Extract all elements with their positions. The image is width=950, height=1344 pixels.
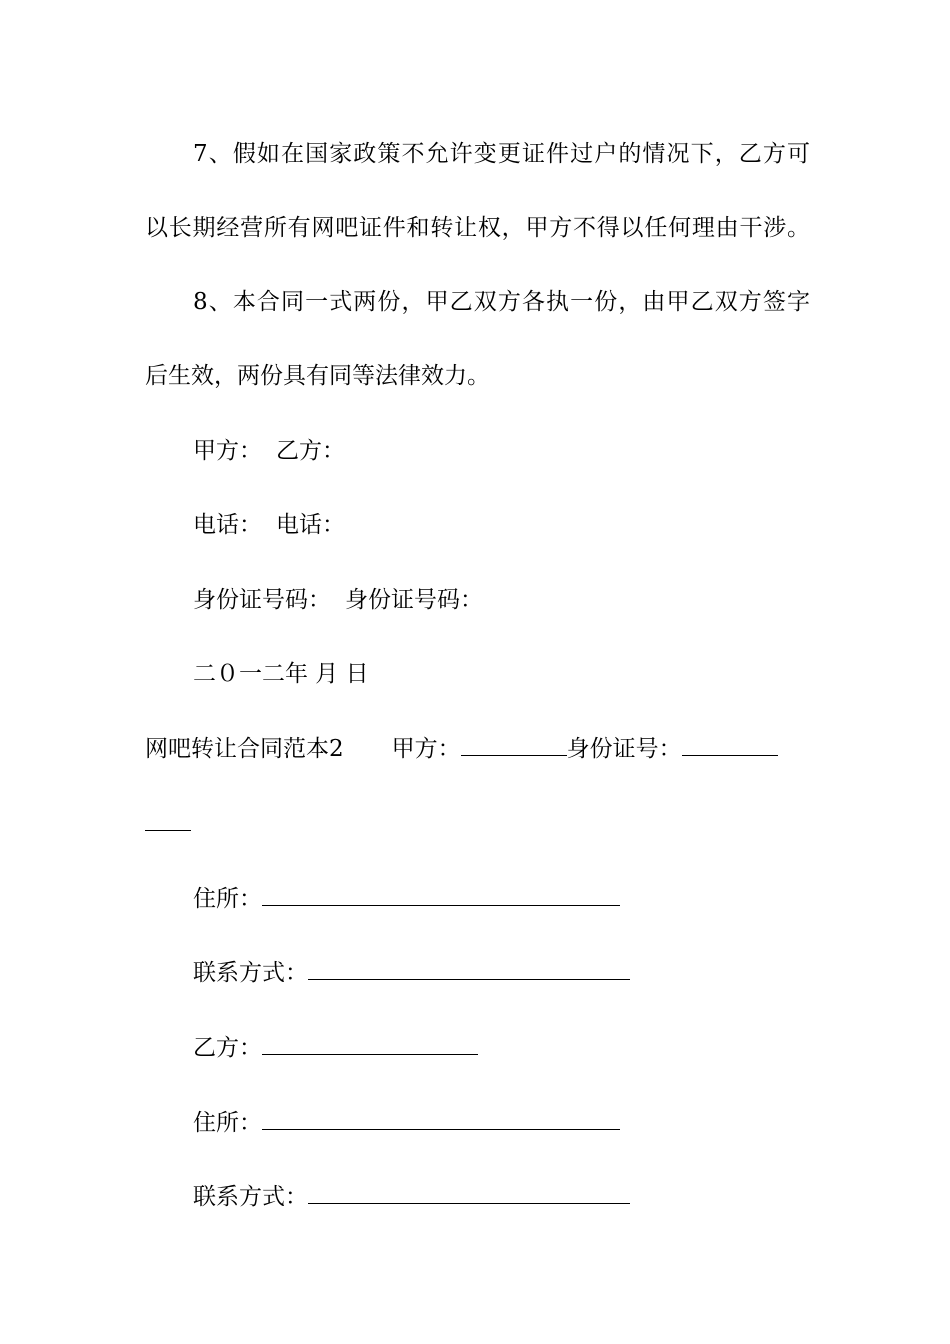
signature-phone-row bbox=[193, 510, 810, 540]
signature-date: 二０一二年 月 日 bbox=[193, 661, 369, 687]
address-a-row bbox=[193, 883, 810, 913]
template2-party-a-label: 甲方： bbox=[391, 736, 461, 762]
contact-b-row bbox=[193, 1181, 810, 1211]
id-a-label: 身份证号码： bbox=[193, 587, 331, 613]
template2-title: 网吧转让合同范本2 bbox=[145, 736, 344, 762]
clause-8-line-2: 后生效，两份具有同等法律效力。 bbox=[145, 363, 490, 389]
template2-header-row bbox=[145, 733, 810, 763]
signature-party-row bbox=[193, 436, 810, 466]
address-b-blank bbox=[262, 1107, 620, 1130]
template2-id-label: 身份证号： bbox=[566, 736, 682, 762]
phone-a-label: 电话： bbox=[193, 512, 262, 538]
contact-a-label: 联系方式： bbox=[193, 960, 308, 986]
clause-7-line-2: 以长期经营所有网吧证件和转让权，甲方不得以任何理由干涉。 bbox=[145, 215, 810, 241]
id-number-blank bbox=[682, 733, 778, 756]
phone-b-label: 电话： bbox=[276, 512, 345, 538]
address-a-blank bbox=[262, 883, 620, 906]
party-b-row bbox=[193, 1032, 810, 1062]
address-a-label: 住所： bbox=[193, 886, 262, 912]
party-b-blank bbox=[262, 1032, 478, 1055]
party-a-blank bbox=[461, 733, 567, 756]
contact-a-row bbox=[193, 957, 810, 987]
address-b-row bbox=[193, 1107, 810, 1137]
id-b-label: 身份证号码： bbox=[345, 587, 483, 613]
clause-7-line-1: 7、假如在国家政策不允许变更证件过户的情况下，乙方可 bbox=[193, 141, 810, 167]
party-a-label: 甲方： bbox=[193, 438, 262, 464]
contact-a-blank bbox=[308, 957, 630, 980]
address-b-label: 住所： bbox=[193, 1110, 262, 1136]
clause-8-line-1: 8、本合同一式两份，甲乙双方各执一份，由甲乙双方签字 bbox=[193, 289, 810, 315]
contact-b-blank bbox=[308, 1181, 630, 1204]
party-b-label-2: 乙方： bbox=[193, 1035, 262, 1061]
id-number-blank-continued bbox=[145, 808, 191, 831]
contact-b-label: 联系方式： bbox=[193, 1184, 308, 1210]
signature-id-row bbox=[193, 585, 810, 615]
party-b-label: 乙方： bbox=[276, 438, 345, 464]
id-number-blank-continued-row bbox=[145, 808, 810, 838]
